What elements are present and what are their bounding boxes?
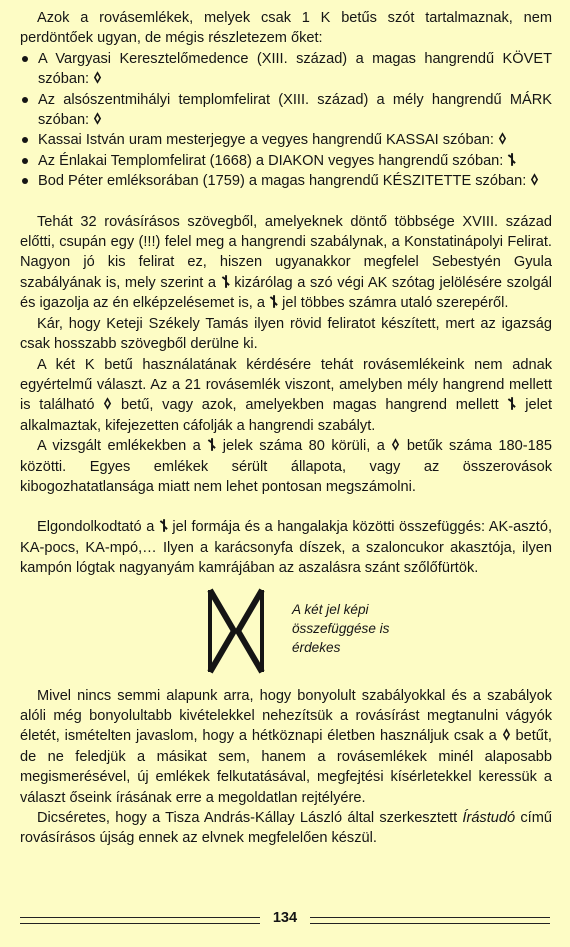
hook-k-glyph-icon	[221, 274, 230, 289]
paragraph-keteji: Kár, hogy Keteji Székely Tamás ilyen rövid feliratot készített, mert az igazság csak hosszabb szövegből derülne ki.	[20, 315, 552, 353]
list-item: Kassai István uram mesterjegye a vegyes hangrendű KASSAI szóban:	[20, 130, 552, 150]
combined-k-glyph-illustration-icon	[198, 586, 274, 676]
diamond-k-glyph-icon	[530, 172, 539, 187]
paragraph-ket-k-betu: A két K betű használatának kérdésére tehát rovásemlékeink nem adnak egyértelmű választ. Az a 21 rovásemlék viszont, amelyben mély hangrend mellett is található betű, vagy azok, amelyekben magas hangrend mellett jelet alkalmaztak, kifejezetten cáfolják a hangrendi szabályt.	[20, 356, 553, 434]
diamond-k-glyph-icon	[103, 396, 112, 411]
list-item: A Vargyasi Keresztelőmedence (XIII. század) a magas hangrendű KÖVET szóban:	[20, 49, 552, 90]
paragraph-vizsgalt-emlekek: A vizsgált emlékekben a jelek száma 80 körüli, a betűk száma 180-185 közötti. Egyes emlékek sérült állapota, vagy az összerovások kibogozhatatlansága miatt nem lehet pontosan megszámolni.	[20, 438, 552, 495]
diamond-k-glyph-icon	[391, 437, 400, 452]
list-item: Az alsószentmihályi templomfelirat (XIII. század) a mély hangrendű MÁRK szóban:	[20, 90, 552, 131]
hook-k-glyph-icon	[207, 437, 216, 452]
hook-k-glyph-icon	[507, 396, 516, 411]
diamond-k-glyph-icon	[498, 131, 507, 146]
diamond-k-glyph-icon	[93, 70, 102, 85]
intro-paragraph: Azok a rovásemlékek, melyek csak 1 K betűs szót tartalmaznak, nem perdöntőek ugyan, de mégis részletezem őket:	[20, 10, 552, 47]
list-item: Az Énlakai Templomfelirat (1668) a DIAKON vegyes hangrendű szóban:	[20, 151, 552, 171]
footer-rule-left	[20, 917, 260, 924]
hook-k-glyph-icon	[507, 152, 516, 167]
inscription-list	[20, 49, 552, 192]
figure-caption: A két jel képi összefüggése is érdekes	[292, 601, 390, 655]
hook-k-glyph-icon	[269, 294, 278, 309]
diamond-k-glyph-icon	[502, 727, 511, 742]
paragraph-javaslat: Mivel nincs semmi alapunk arra, hogy bonyolult szabályokkal és a szabályok alóli még bonyolultabb kivételekkel nehezítsük a rovásírást megtanulni vágyók életét, ismételten javaslom, hogy a hétköznapi életben használjuk csak a betűt, de ne feledjük a másikat sem, hanem a rovásemlékek minél alaposabb megismerésével, új emlékek felkutatásával, megfejtési kísérletekkel keressük a választ őseink írásának erre a megoldatlan rejtélyére.	[20, 687, 552, 806]
diamond-k-glyph-icon	[93, 111, 102, 126]
publication-title: Írástudó	[462, 810, 516, 826]
glyph-comparison-figure	[20, 586, 552, 678]
page-footer	[0, 905, 570, 935]
paragraph-irastudo: Dicséretes, hogy a Tisza András-Kállay László által szerkesztett Írástudó című rovásírásos újság ennek az elvnek megfelelően készül.	[20, 810, 552, 847]
hook-k-glyph-icon	[159, 518, 168, 533]
paragraph-konstatinapoly: Tehát 32 rovásírásos szövegből, amelyeknek döntő többsége XVIII. század előtti, csupán egy (!!!) felel meg a hangrendi szabálynak, a Konstatinápolyi Felirat. Nagyon jó kis felirat ez, hiszen ugyanakkor megfelel Sebestyén Gyula szabályának is, mely szerint a kizárólag a szó végi AK szótag jelölésére szolgál és igazolja az én elképzelésemet is, a jel többes számra utaló szerepéről.	[20, 213, 552, 312]
page-number: 134	[272, 910, 298, 926]
document-page	[20, 8, 552, 849]
list-item: Bod Péter emléksorában (1759) a magas hangrendű KÉSZITETTE szóban:	[20, 171, 552, 191]
footer-rule-right	[310, 917, 550, 924]
paragraph-elgondolkodtato: Elgondolkodtató a jel formája és a hangalakja közötti összefüggés: AK-asztó, KA-pocs, KA-mpó,… Ilyen a karácsonyfa díszek, a szaloncukor akasztója, ilyen kampón lógtak nagyanyám kamrájában az aszalásra szánt szőlőfürtök.	[20, 519, 553, 577]
